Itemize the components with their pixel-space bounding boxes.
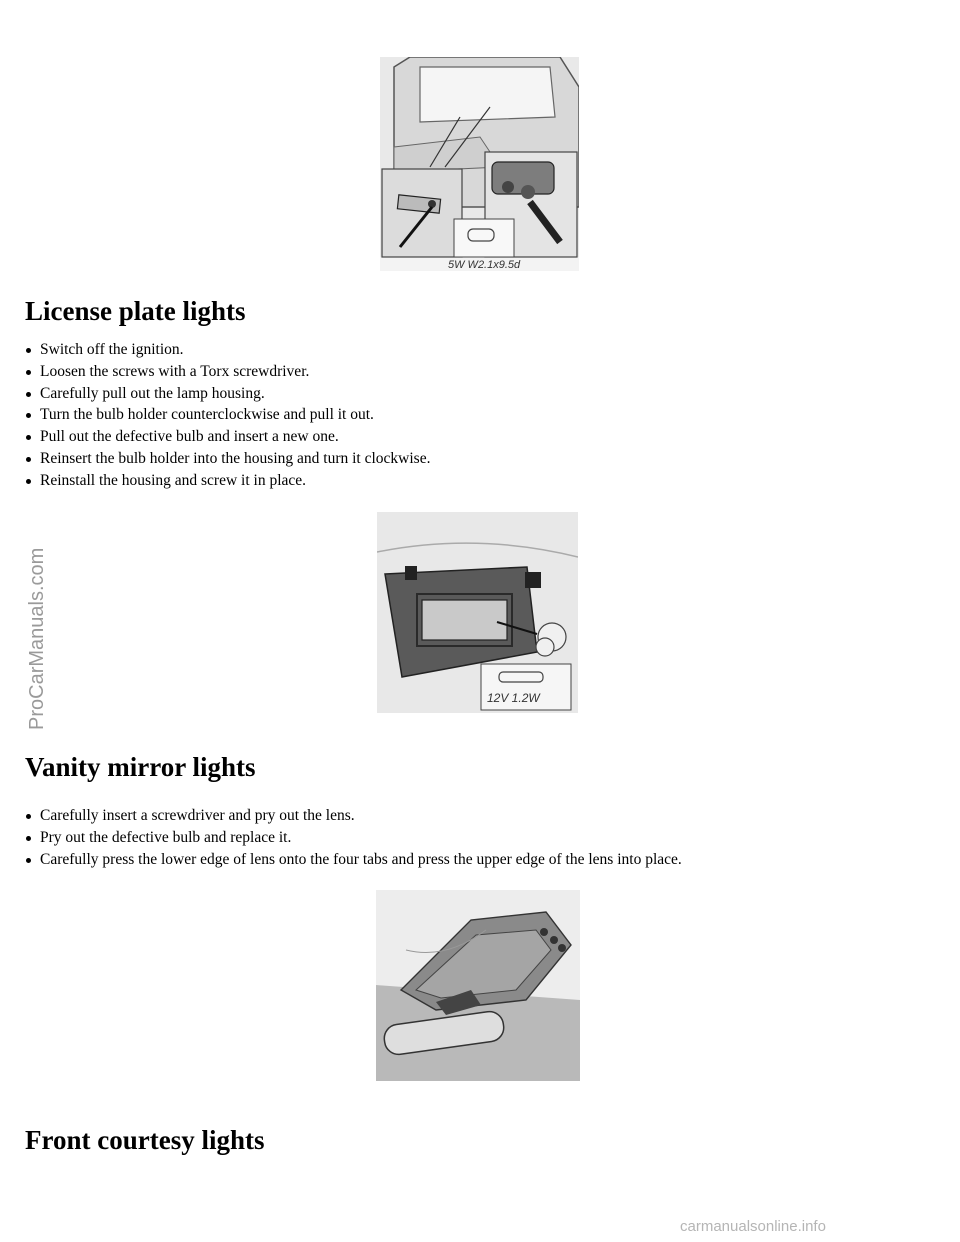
vanity-mirror-light-figure — [377, 512, 578, 713]
list-item: Pry out the defective bulb and replace it. — [22, 827, 682, 849]
bulb-spec-label: 12V 1.2W — [487, 691, 540, 705]
section-heading-license-plate-lights: License plate lights — [25, 296, 246, 326]
list-item: Carefully insert a screwdriver and pry out the lens. — [22, 805, 682, 827]
list-item: Reinsert the bulb holder into the housing and turn it clockwise. — [22, 448, 430, 470]
front-courtesy-light-figure — [376, 890, 580, 1081]
watermark-carmanualsonline: carmanualsonline.info — [680, 1218, 826, 1235]
bulb-spec-label: 5W W2.1x9.5d — [448, 259, 521, 271]
list-item: Carefully press the lower edge of lens onto the four tabs and press the upper edge of the lens into place. — [22, 849, 682, 871]
list-item: Loosen the screws with a Torx screwdriver. — [22, 361, 430, 383]
license-plate-light-figure — [380, 57, 579, 271]
list-item: Switch off the ignition. — [22, 339, 430, 361]
list-item: Reinstall the housing and screw it in place. — [22, 470, 430, 492]
section-heading-vanity-mirror-lights: Vanity mirror lights — [25, 752, 256, 782]
list-item: Turn the bulb holder counterclockwise and pull it out. — [22, 404, 430, 426]
section-heading-front-courtesy-lights: Front courtesy lights — [25, 1125, 265, 1155]
license-plate-steps-list — [22, 339, 430, 492]
list-item: Carefully pull out the lamp housing. — [22, 383, 430, 405]
vanity-mirror-steps-list — [22, 805, 682, 870]
list-item: Pull out the defective bulb and insert a new one. — [22, 426, 430, 448]
watermark-procarmanuals: ProCarManuals.com — [26, 547, 48, 730]
